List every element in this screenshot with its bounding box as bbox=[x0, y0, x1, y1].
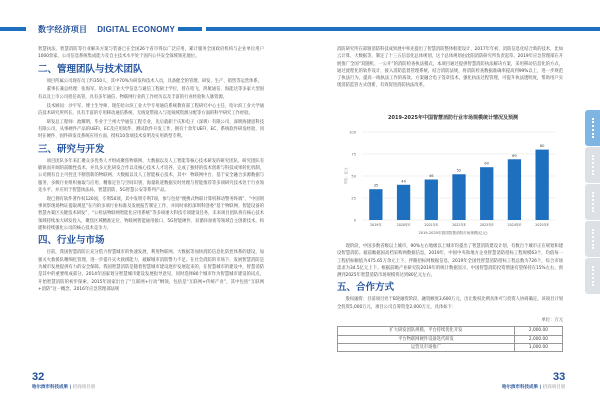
market-size-bar-chart bbox=[340, 110, 566, 238]
right-page-column-top bbox=[337, 46, 563, 91]
bar-value-label: 35 bbox=[373, 183, 379, 188]
header-bar-left bbox=[0, 27, 26, 31]
section-header bbox=[38, 24, 175, 35]
y-tick-label: 100 bbox=[349, 130, 356, 135]
right-page-column-bottom bbox=[337, 243, 563, 352]
paragraph: 智慧执法、智慧消防等行业解决方案与装备已在全国26个省市得以广泛应用，累计服务全国政府机构与企业单位用户1000余家，公司信息系统集成能力及自主技术水平处于国内公共安全领域领先地位。 bbox=[38, 47, 264, 60]
paragraph: 董事长兼总经理：张海军，哈尔滨工业大学信息与通信工程硕士学位，曾在哈飞、鸿航通信、海能达等多家大型国有以及上市公司担任高管，具有多年通信、物联网行业的工作经历以及丰富的行业经验和人脉资源。 bbox=[38, 87, 264, 100]
x-tick-label: 2023年E bbox=[479, 223, 494, 227]
bar bbox=[369, 189, 382, 220]
bar bbox=[535, 150, 548, 220]
table-row bbox=[338, 335, 563, 343]
heading-team: 二、管理团队与技术团队 bbox=[38, 63, 143, 75]
header-title-en: DIGITAL ECONOMY bbox=[97, 25, 176, 34]
y-axis-label: 单位：亿元 bbox=[344, 167, 348, 185]
table-row bbox=[338, 343, 563, 351]
footer-right: 哈尔滨市科技成果 | 招商项目册 bbox=[502, 385, 566, 390]
x-tick-label: 2022年E bbox=[452, 223, 466, 227]
table-cell-amount: 1,000.00 bbox=[514, 343, 562, 351]
y-tick-label: 0 bbox=[353, 218, 356, 223]
funding-table bbox=[337, 326, 563, 352]
footer-sub: 招商项目册 bbox=[72, 385, 96, 390]
table-unit: 单位：万元 bbox=[541, 318, 563, 324]
bar bbox=[452, 174, 465, 220]
y-tick-label: 75 bbox=[351, 152, 356, 157]
paragraph: 技术顾问：沙宇军，博士生导师，现任哈尔滨工业大学专用通信系统教育部工程研究中心主任，哈尔滨工业大学通信技术研究所所长，具有丰富的专用移动通信系统、无线宽带接入与宽频域资源分配等方面的科学研究工作经验。 bbox=[38, 103, 264, 116]
bar-value-label: 80 bbox=[539, 144, 545, 149]
paragraph: 项目团队多年来汇聚众多优秀人才组成聚焦物联网、大数据以及人工智能等核心技术研发的研究团队，研究团队有敏锐而开阔的前瞻性技术，并具多元化研发合作以及核心技术人才培养，完成了独特的技术创新与科技成果转化机制，公司拥有自主可控且不断创新的物联网、大数据以及人工智能核心技术，其中：物联网中台、基于安全融合多源数据与服务、多级行业组织抽取与应用、精准定位与空间识别、海量轨迹数据实时处理与智能推荐等多项研究技术处于行业领先水平，并应用于智慧执法局、智慧消防、5G智慧公安等系列产品。 bbox=[38, 158, 264, 193]
side-tab[interactable] bbox=[585, 258, 600, 294]
x-tick-label: 2021年E bbox=[424, 223, 439, 227]
x-tick-label: 2025年E bbox=[535, 223, 550, 227]
side-tab[interactable] bbox=[585, 221, 600, 257]
bar bbox=[508, 159, 521, 220]
bar bbox=[480, 167, 493, 220]
page-number-right: 33 bbox=[553, 371, 566, 383]
footer-left: 哈尔滨市科技成果 | 招商项目册 bbox=[32, 385, 96, 390]
x-axis-label: 2019-2025年我国智慧消防市场规模(亿元) bbox=[418, 231, 488, 235]
table-cell-item: 扩大研发团队规模，平台持续优化开发 bbox=[338, 327, 515, 335]
page-number-left: 32 bbox=[32, 371, 45, 383]
bar-value-label: 40 bbox=[401, 179, 406, 184]
footer-brand: 哈尔滨市科技成果 bbox=[502, 385, 538, 390]
side-tab-active[interactable] bbox=[585, 110, 600, 146]
bar bbox=[397, 185, 410, 220]
table-row bbox=[338, 327, 563, 335]
bar-value-label: 46 bbox=[428, 174, 434, 179]
heading-cooperation: 五、合作方式 bbox=[337, 282, 395, 294]
table-cell-amount: 2,000.00 bbox=[514, 327, 562, 335]
header-title-cn: 数字经济项目 bbox=[38, 25, 88, 34]
bar-value-label: 60 bbox=[484, 161, 490, 166]
paragraph: 现阶段，中国多数省级以上城市，90%左右地级以上城市均提出了智慧消防建设计划，有数百个城市正在规划和建设智慧消防。据前瞻据国高档采购网数据信息，2019年，中国中央和地方企业智慧消防招标工程规模63个，均值每一工程招标额值为475.65万余元上下，伴随招标网数据信息，2019年全国性智慧消防招标工程总数为726个，综合市场需求为34.5亿元上下。根据前瞻产业研究院2019年的统计数据显示，中国智慧消防投资增速有望保持在15%左右，预测到2025年智慧消防市场规模将达到80亿元左右。 bbox=[337, 244, 563, 279]
heading-rnd: 三、研究与开发 bbox=[38, 143, 105, 155]
header-bar-right bbox=[206, 27, 600, 31]
paragraph: 研发总工程师：池耀明，毕业于兰州大学通信工程专业，先后就职于庆和电子（深圳）有限公司、深圳海捷思科技有限公司，从事硬件产品的UEFI、EC及应用软件、测试软件开发工作，拥有十余年UEFI、EC、系统软件研发经验，同时在硬件、固件研发及系统应用方面，授权10余项技术发明及实用新型专利。 bbox=[38, 119, 264, 140]
header-bar-mid bbox=[178, 27, 202, 31]
x-tick-label: 2024年E bbox=[507, 223, 522, 227]
x-tick-label: 2020年E bbox=[396, 223, 411, 227]
left-page-column bbox=[38, 46, 264, 295]
table-cell-item: 运营及市场推广 bbox=[338, 343, 515, 351]
y-tick-label: 25 bbox=[351, 196, 356, 201]
bar-value-label: 69 bbox=[512, 153, 517, 158]
side-section-tabs bbox=[585, 110, 600, 295]
paragraph: 消防研究所在部颁消防科技成果展中率先提出了智慧消防整体框架设计，2017年年初，消防信息化结合新的技术，比如云计算、大数据等，制定了十三五信息化总体规划，这个总体规划由沈阳消防研究所负责起草。2019年应急管理部在开展推广全国“双随机、一公开”的消防检查执法模式，本项目通过提供智慧消防执法解决方案，采用移动信息化的方式，通过流程化的软件设计，接入消防监督管理系统，结合消防法规，将消防检查数据准确率提高到99%以上，进一步规范了执法行为，提高一线执法工作的质效。方案融合电子签章技术，强化执法过程管理，可提升执法透明度，帮助用户实现消防监管方式创新，有效促进消防执法改革。 bbox=[337, 47, 563, 89]
heading-market: 四、行业与市场 bbox=[38, 235, 105, 247]
paragraph: 现已拥有软件著作权120项，专利50项，其中发明专利7项，参与包括“便携式物联计算机移动警务终端”、“中国刑事侦察现场物证提取规范”在内的多项行业标准及发展报告制定工作，并同时承担深圳科创委“基于物联网、智能设备的智慧办案区关键技术研发”、“公检法物联网智能化应用系统”等多项重大科技专项建设任务，未来项目团队将在核心技术领域持续加大研发投入，聚焦区域精准定位、物联网智能通用接口、5G智能硬件、双循环加密等领域自主创新技术，构建和持续强化公司的核心技术竞争力。 bbox=[38, 196, 264, 232]
paragraph: 股权融资：目前项目处于B轮融资阶段，融资额度3,600万元，出让股权比例具体可与投资人协商确定。该项目计划全投资5,000万元，项目公司自筹资金2,000万元，具体如下： bbox=[337, 297, 563, 310]
table-cell-item: 平台物联网硬件设备迭代研发 bbox=[338, 335, 515, 343]
y-tick-label: 50 bbox=[351, 174, 356, 179]
paragraph: 目前，我国智慧消防正充分借力智慧城市的快速发展，利用物联网、大数据等加快消防信息化防控体系的建设，加强灭火救援队精细化管理，进一步提升灭火救援能力，破解城市消防警力不足。在社会消防的市场下，发展智慧消防是为城市发展提供有力的安全保障。我国智慧消防是随着智慧城市建设逐步发展起来的，在智慧城市的建设中，智慧消防是其中的重要组成部分。2014年国家划分智慧城市建设发展指导意见，同时选择80个城市作为智慧城市建设的试点，开始智慧消防的初步探索。2015年国家出台了“互联网+行动”纲领，包括是“互联网+传统产业”，其中包括“互联网+消防”这一概念，2016年应急管理部法规 bbox=[38, 250, 264, 292]
side-tab[interactable] bbox=[585, 184, 600, 220]
footer-sub: 招商项目册 bbox=[542, 385, 566, 390]
bar-value-label: 52 bbox=[456, 168, 462, 173]
chart-title: 2019-2025年中国智慧消防行业市场规模统计情况及预测 bbox=[388, 115, 518, 121]
paragraph: 项目所属公司现有员工约350人，其中70%为研发和技术人员，具备健全的管理、研发、生产、销售等运营体系。 bbox=[46, 78, 262, 84]
table-cell-amount: 2,000.00 bbox=[514, 335, 562, 343]
footer-brand: 哈尔滨市科技成果 bbox=[32, 385, 68, 390]
bar bbox=[425, 180, 438, 220]
x-tick-label: 2019年 bbox=[370, 223, 382, 227]
side-tab[interactable] bbox=[585, 147, 600, 183]
